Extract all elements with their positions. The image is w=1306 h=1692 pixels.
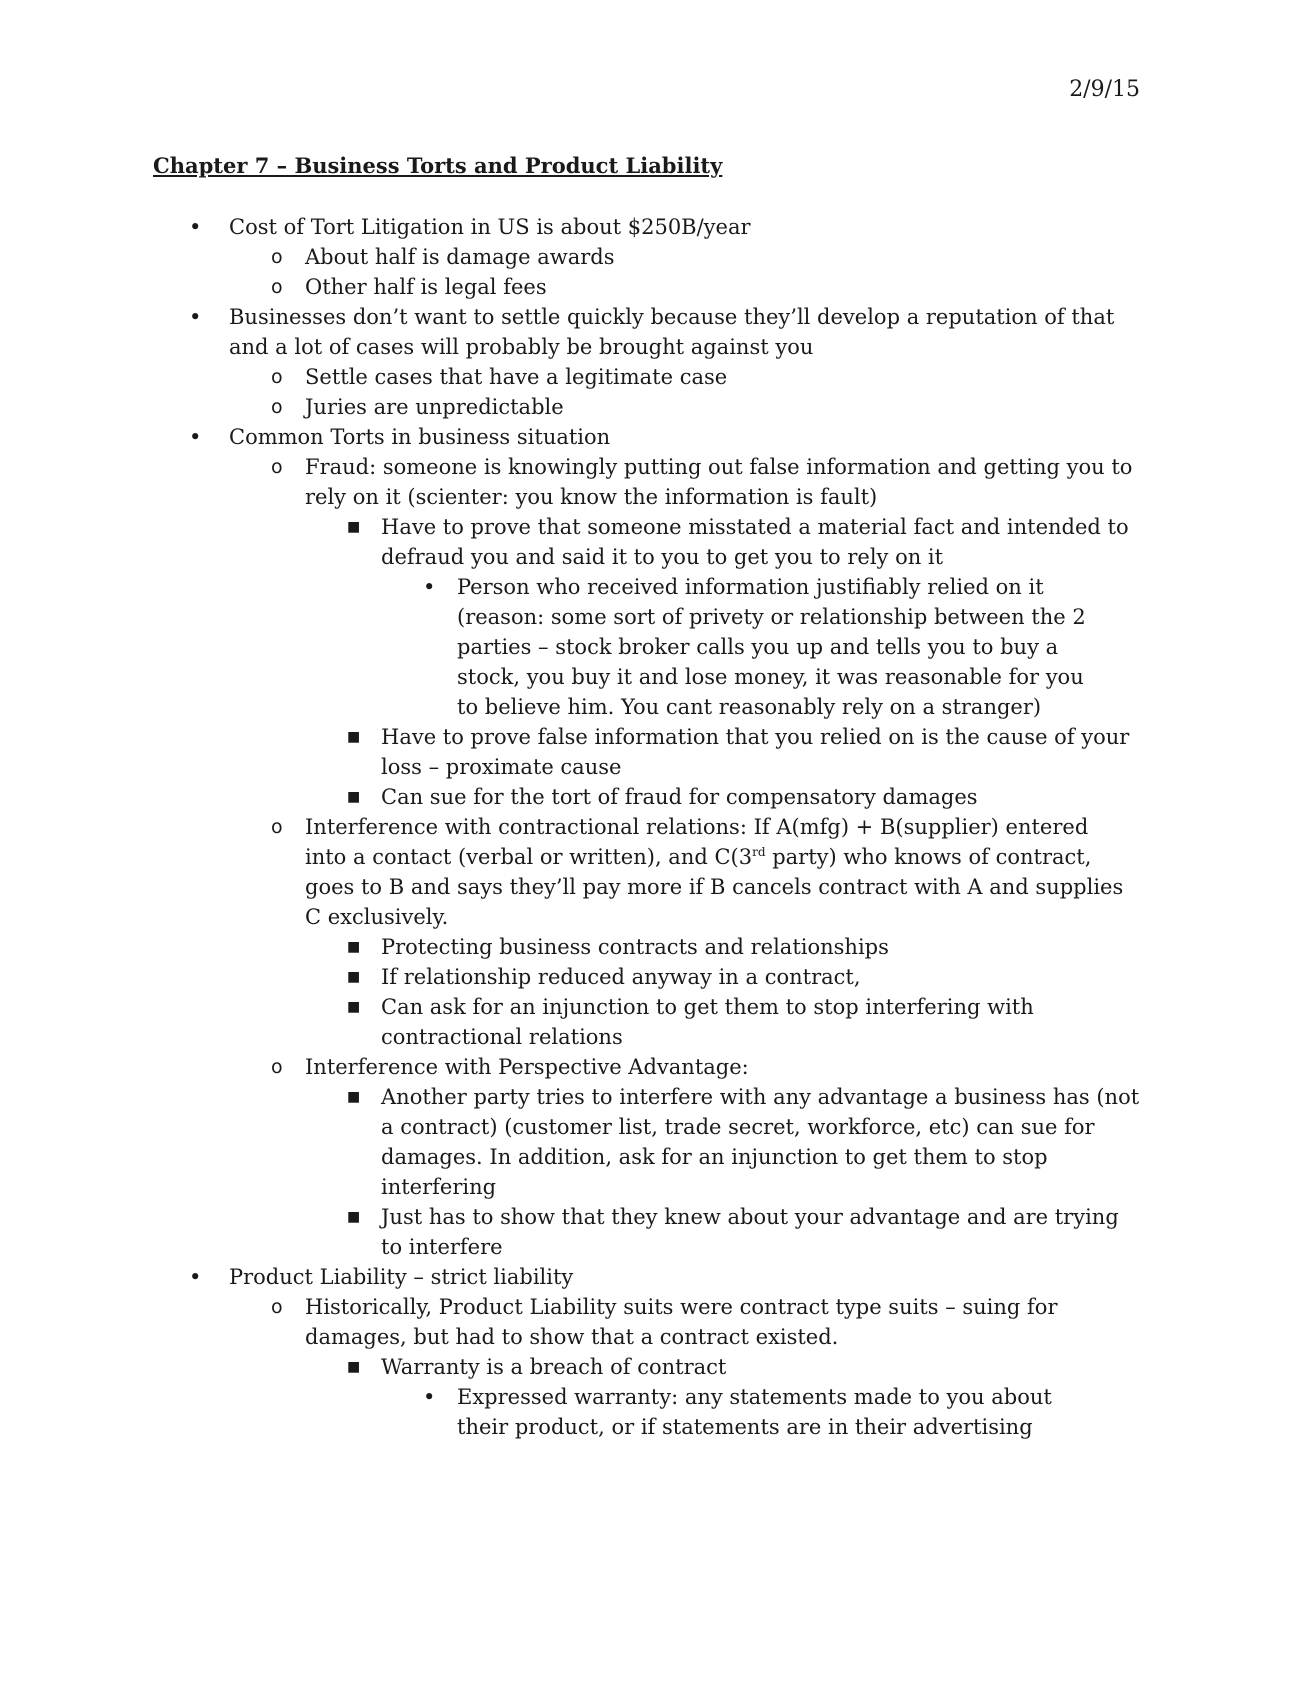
item-text: Businesses don’t want to settle quickly because they’ll develop a reputation of that and a lot of cases will probably be brought against you: [229, 305, 1115, 359]
square-bullet-icon: ■: [347, 789, 361, 805]
item-text: Interference with Perspective Advantage:: [305, 1055, 749, 1079]
square-bullet-icon: ■: [347, 1359, 361, 1375]
list-item: [347, 782, 1141, 812]
item-text: Other half is legal fees: [305, 275, 547, 299]
list-item: [271, 1292, 1135, 1352]
square-bullet-icon: ■: [347, 519, 361, 535]
list-item: [347, 1352, 1141, 1382]
bullet-icon: •: [423, 1385, 436, 1409]
item-text: Have to prove that someone misstated a material fact and intended to defraud you and said it to you to get you to rely on it: [381, 515, 1129, 569]
item-text: Have to prove false information that you relied on is the cause of your loss – proximate cause: [381, 725, 1130, 779]
square-bullet-icon: ■: [347, 939, 361, 955]
item-text: Warranty is a breach of contract: [381, 1355, 727, 1379]
list-item: [347, 722, 1141, 782]
item-text: Common Torts in business situation: [229, 425, 611, 449]
circle-bullet-icon: o: [271, 276, 283, 298]
bullet-icon: •: [423, 575, 436, 599]
list-item: [271, 392, 1135, 422]
item-text: Expressed warranty: any statements made to you about their product, or if statements are in their advertising: [457, 1385, 1052, 1439]
item-text: Settle cases that have a legitimate case: [305, 365, 728, 389]
circle-bullet-icon: o: [271, 1296, 283, 1318]
list-item: [347, 512, 1141, 572]
item-text-end: party) who knows of contract, goes to B and says they’ll pay more if B cancels contract with A and supplies C exclusively.: [305, 845, 1124, 929]
list-item: [347, 932, 1141, 962]
circle-bullet-icon: o: [271, 1056, 283, 1078]
list-item: [347, 1202, 1141, 1262]
chapter-title: Chapter 7 – Business Torts and Product Liability: [153, 153, 723, 178]
circle-bullet-icon: o: [271, 816, 283, 838]
circle-bullet-icon: o: [271, 366, 283, 388]
list-item: [189, 1262, 1129, 1292]
list-item: [347, 962, 1141, 992]
item-text: If relationship reduced anyway in a contract,: [381, 965, 861, 989]
notes-list: [0, 212, 1306, 1442]
circle-bullet-icon: o: [271, 456, 283, 478]
list-item: [423, 1382, 1107, 1442]
square-bullet-icon: ■: [347, 729, 361, 745]
note-date: 2/9/15: [1069, 77, 1140, 102]
superscript-suffix: rd: [752, 845, 766, 859]
item-text: Fraud: someone is knowingly putting out false information and getting you to rely on it (scienter: you know the information is fault): [305, 455, 1133, 509]
circle-bullet-icon: o: [271, 246, 283, 268]
item-text: Another party tries to interfere with any advantage a business has (not a contract) (customer list, trade secret, workforce, etc) can sue for damages. In addition, ask for an injunction to get them to stop interfering: [381, 1085, 1140, 1199]
square-bullet-icon: ■: [347, 1209, 361, 1225]
bullet-icon: •: [189, 305, 202, 329]
item-text: Can sue for the tort of fraud for compensatory damages: [381, 785, 978, 809]
item-text: About half is damage awards: [305, 245, 615, 269]
list-item: [271, 452, 1135, 512]
item-text-start: Interference with contractional relations: If A(mfg) + B(supplier) entered into a contact (verbal or written), and C(3: [305, 815, 1089, 869]
list-item: [347, 992, 1141, 1052]
item-text: Can ask for an injunction to get them to stop interfering with contractional relations: [381, 995, 1034, 1049]
list-item: [347, 1082, 1141, 1202]
list-item: [189, 422, 1129, 452]
item-text: Juries are unpredictable: [305, 395, 564, 419]
list-item: [271, 272, 1135, 302]
bullet-icon: •: [189, 425, 202, 449]
list-item: [271, 242, 1135, 272]
item-text: Protecting business contracts and relationships: [381, 935, 889, 959]
item-text: Product Liability – strict liability: [229, 1265, 574, 1289]
square-bullet-icon: ■: [347, 1089, 361, 1105]
item-text: Historically, Product Liability suits were contract type suits – suing for damages, but had to show that a contract existed.: [305, 1295, 1058, 1349]
item-text: Just has to show that they knew about your advantage and are trying to interfere: [381, 1205, 1119, 1259]
list-item: [423, 572, 1107, 722]
item-text: Person who received information justifiably relied on it (reason: some sort of privety or relationship between the 2 parties – stock broker calls you up and tells you to buy a stock, you buy it and lose money, it was reasonable for you to believe him. You cant reasonably rely on a stranger): [457, 575, 1086, 719]
item-text: Cost of Tort Litigation in US is about $250B/year: [229, 215, 751, 239]
circle-bullet-icon: o: [271, 396, 283, 418]
list-item: [189, 302, 1129, 362]
bullet-icon: •: [189, 215, 202, 239]
square-bullet-icon: ■: [347, 999, 361, 1015]
list-item: [271, 1052, 1135, 1082]
list-item: [271, 362, 1135, 392]
square-bullet-icon: ■: [347, 969, 361, 985]
bullet-icon: •: [189, 1265, 202, 1289]
list-item: [189, 212, 1129, 242]
list-item: [271, 812, 1135, 932]
